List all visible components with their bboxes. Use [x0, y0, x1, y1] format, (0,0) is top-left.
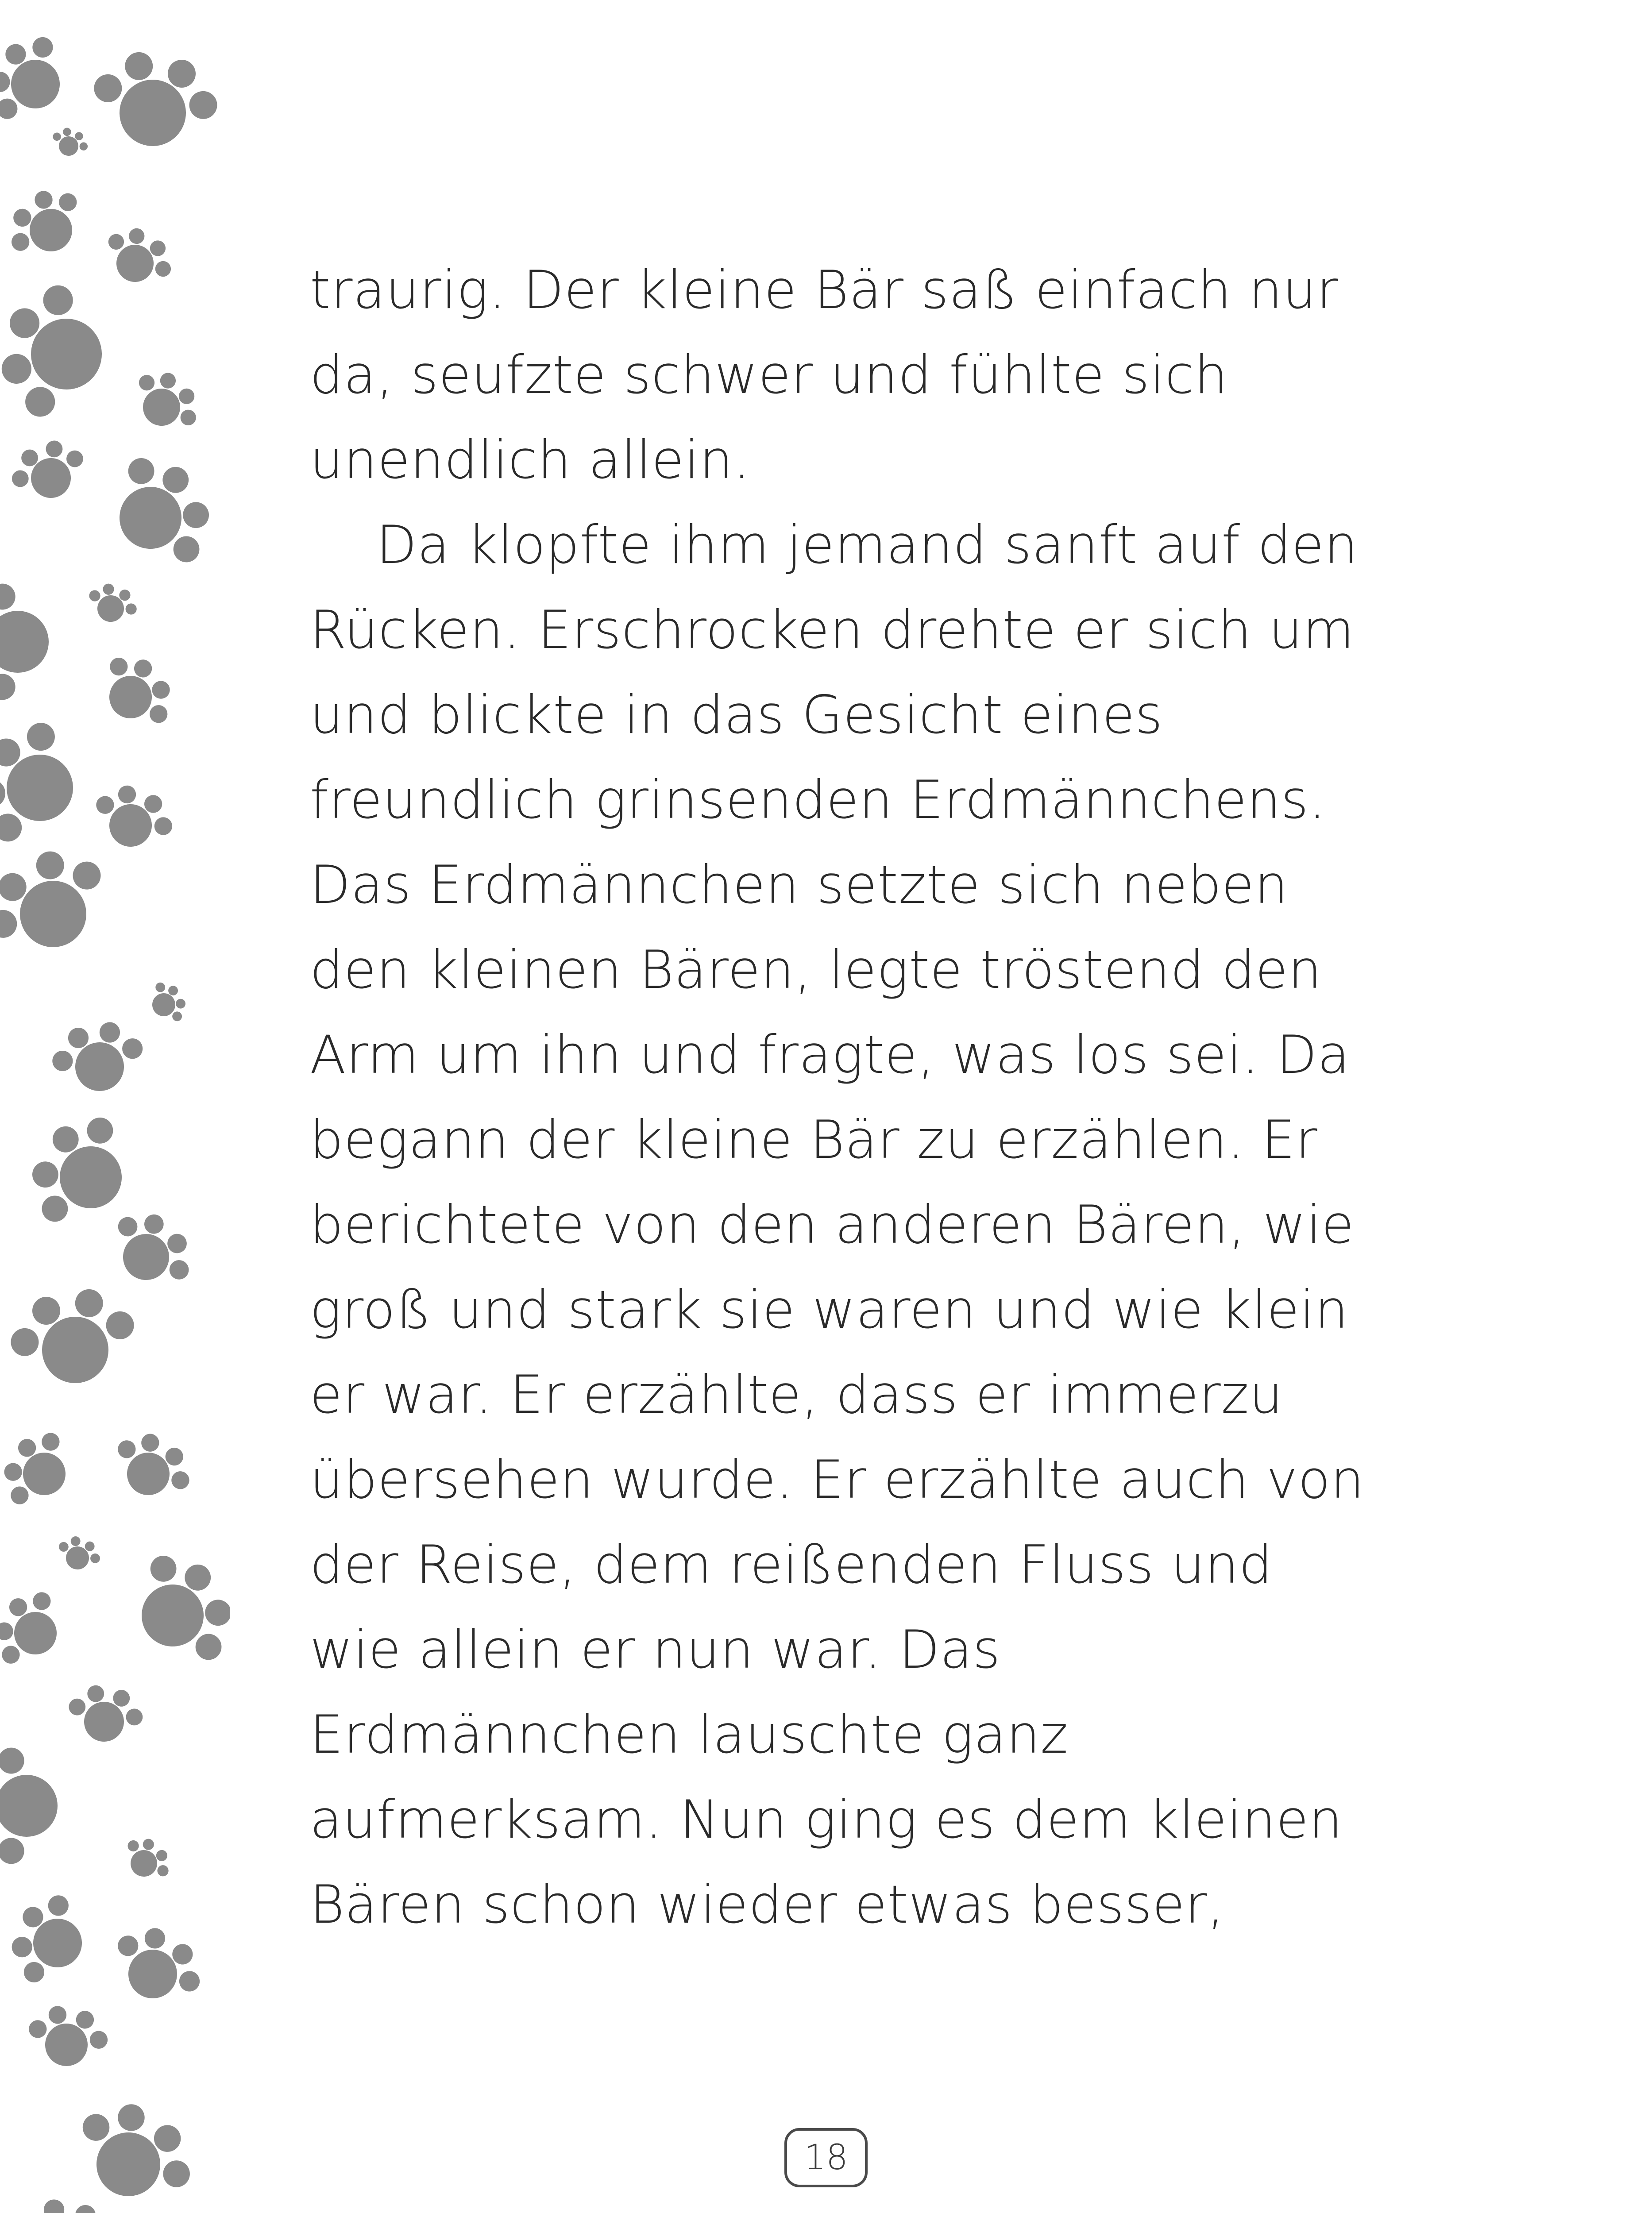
text-line: aufmerksam. Nun ging es dem kleinen	[310, 1789, 1343, 1851]
text-line: Erdmännchen lauschte ganz	[310, 1704, 1069, 1766]
text-line: und blickte in das Gesicht eines	[310, 685, 1163, 746]
text-line: Das Erdmännchen setzte sich neben	[310, 855, 1289, 916]
paw-print-icon	[95, 441, 226, 584]
paw-print-icon	[4, 433, 93, 509]
text-line: freundlich grinsenden Erdmännchens.	[310, 770, 1326, 831]
paw-print-icon	[4, 1282, 143, 1393]
paw-print-icon	[101, 1915, 213, 2018]
paw-print-icon	[83, 578, 142, 630]
paw-print-icon	[64, 1681, 147, 1747]
text-line: er war. Er erzählte, dass er immerzu	[310, 1365, 1283, 1426]
text-line: begann der kleine Bär zu erzählen. Er	[310, 1110, 1318, 1171]
text-line: der Reise, dem reißenden Fluss und	[310, 1534, 1273, 1596]
paw-print-icon	[85, 45, 224, 156]
text-line: den kleinen Bären, legte tröstend den	[310, 940, 1322, 1001]
paw-print-icon	[0, 278, 113, 426]
page-number-badge: 18	[784, 2128, 868, 2187]
text-line: unendlich allein.	[310, 430, 751, 491]
paw-print-icon	[0, 1421, 83, 1519]
paw-print-icon	[143, 976, 192, 1029]
text-line: da, seufzte schwer und fühlte sich	[310, 345, 1228, 406]
paragraph-start-line: Da klopfte ihm jemand sanft auf den	[376, 515, 1359, 576]
text-line: übersehen wurde. Er erzählte auch von	[310, 1450, 1365, 1511]
paw-print-icon	[53, 1532, 104, 1576]
paw-print-icon	[15, 2194, 116, 2213]
text-line: berichtete von den anderen Bären, wie	[310, 1195, 1355, 1256]
paw-print-icon	[23, 2001, 112, 2073]
paw-print-icon	[96, 218, 181, 297]
text-line: wie allein er nun war. Das	[310, 1619, 1001, 1681]
paw-print-icon	[0, 833, 124, 974]
paw-print-icon	[116, 1830, 178, 1889]
paw-print-icon	[0, 1580, 74, 1678]
paw-print-icon	[0, 584, 49, 700]
text-line: traurig. Der kleine Bär saß einfach nur	[310, 260, 1339, 321]
text-line: groß und stark sie waren und wie klein	[310, 1280, 1349, 1341]
paw-print-icon	[0, 709, 93, 858]
paw-print-border	[0, 0, 230, 2213]
paw-print-icon	[61, 2086, 208, 2213]
text-line: Rücken. Erschrocken drehte er sich um	[310, 600, 1355, 661]
paw-print-icon	[0, 176, 95, 272]
story-text	[310, 248, 1381, 1947]
paw-print-icon	[117, 1538, 230, 1681]
paw-print-icon	[103, 1422, 201, 1512]
paw-print-icon	[86, 777, 181, 859]
paw-print-icon	[0, 1748, 58, 1864]
paw-print-icon	[2, 1885, 96, 1994]
paw-print-icon	[89, 643, 184, 741]
text-line: Bären schon wieder etwas besser,	[310, 1874, 1225, 1935]
paw-print-icon	[123, 360, 209, 444]
paw-print-icon	[98, 1199, 205, 1302]
paw-print-icon	[0, 23, 79, 136]
paw-print-icon	[48, 124, 92, 162]
paw-print-icon	[47, 1017, 149, 1099]
text-line: Arm um ihn und fragte, was los sei. Da	[310, 1025, 1351, 1086]
